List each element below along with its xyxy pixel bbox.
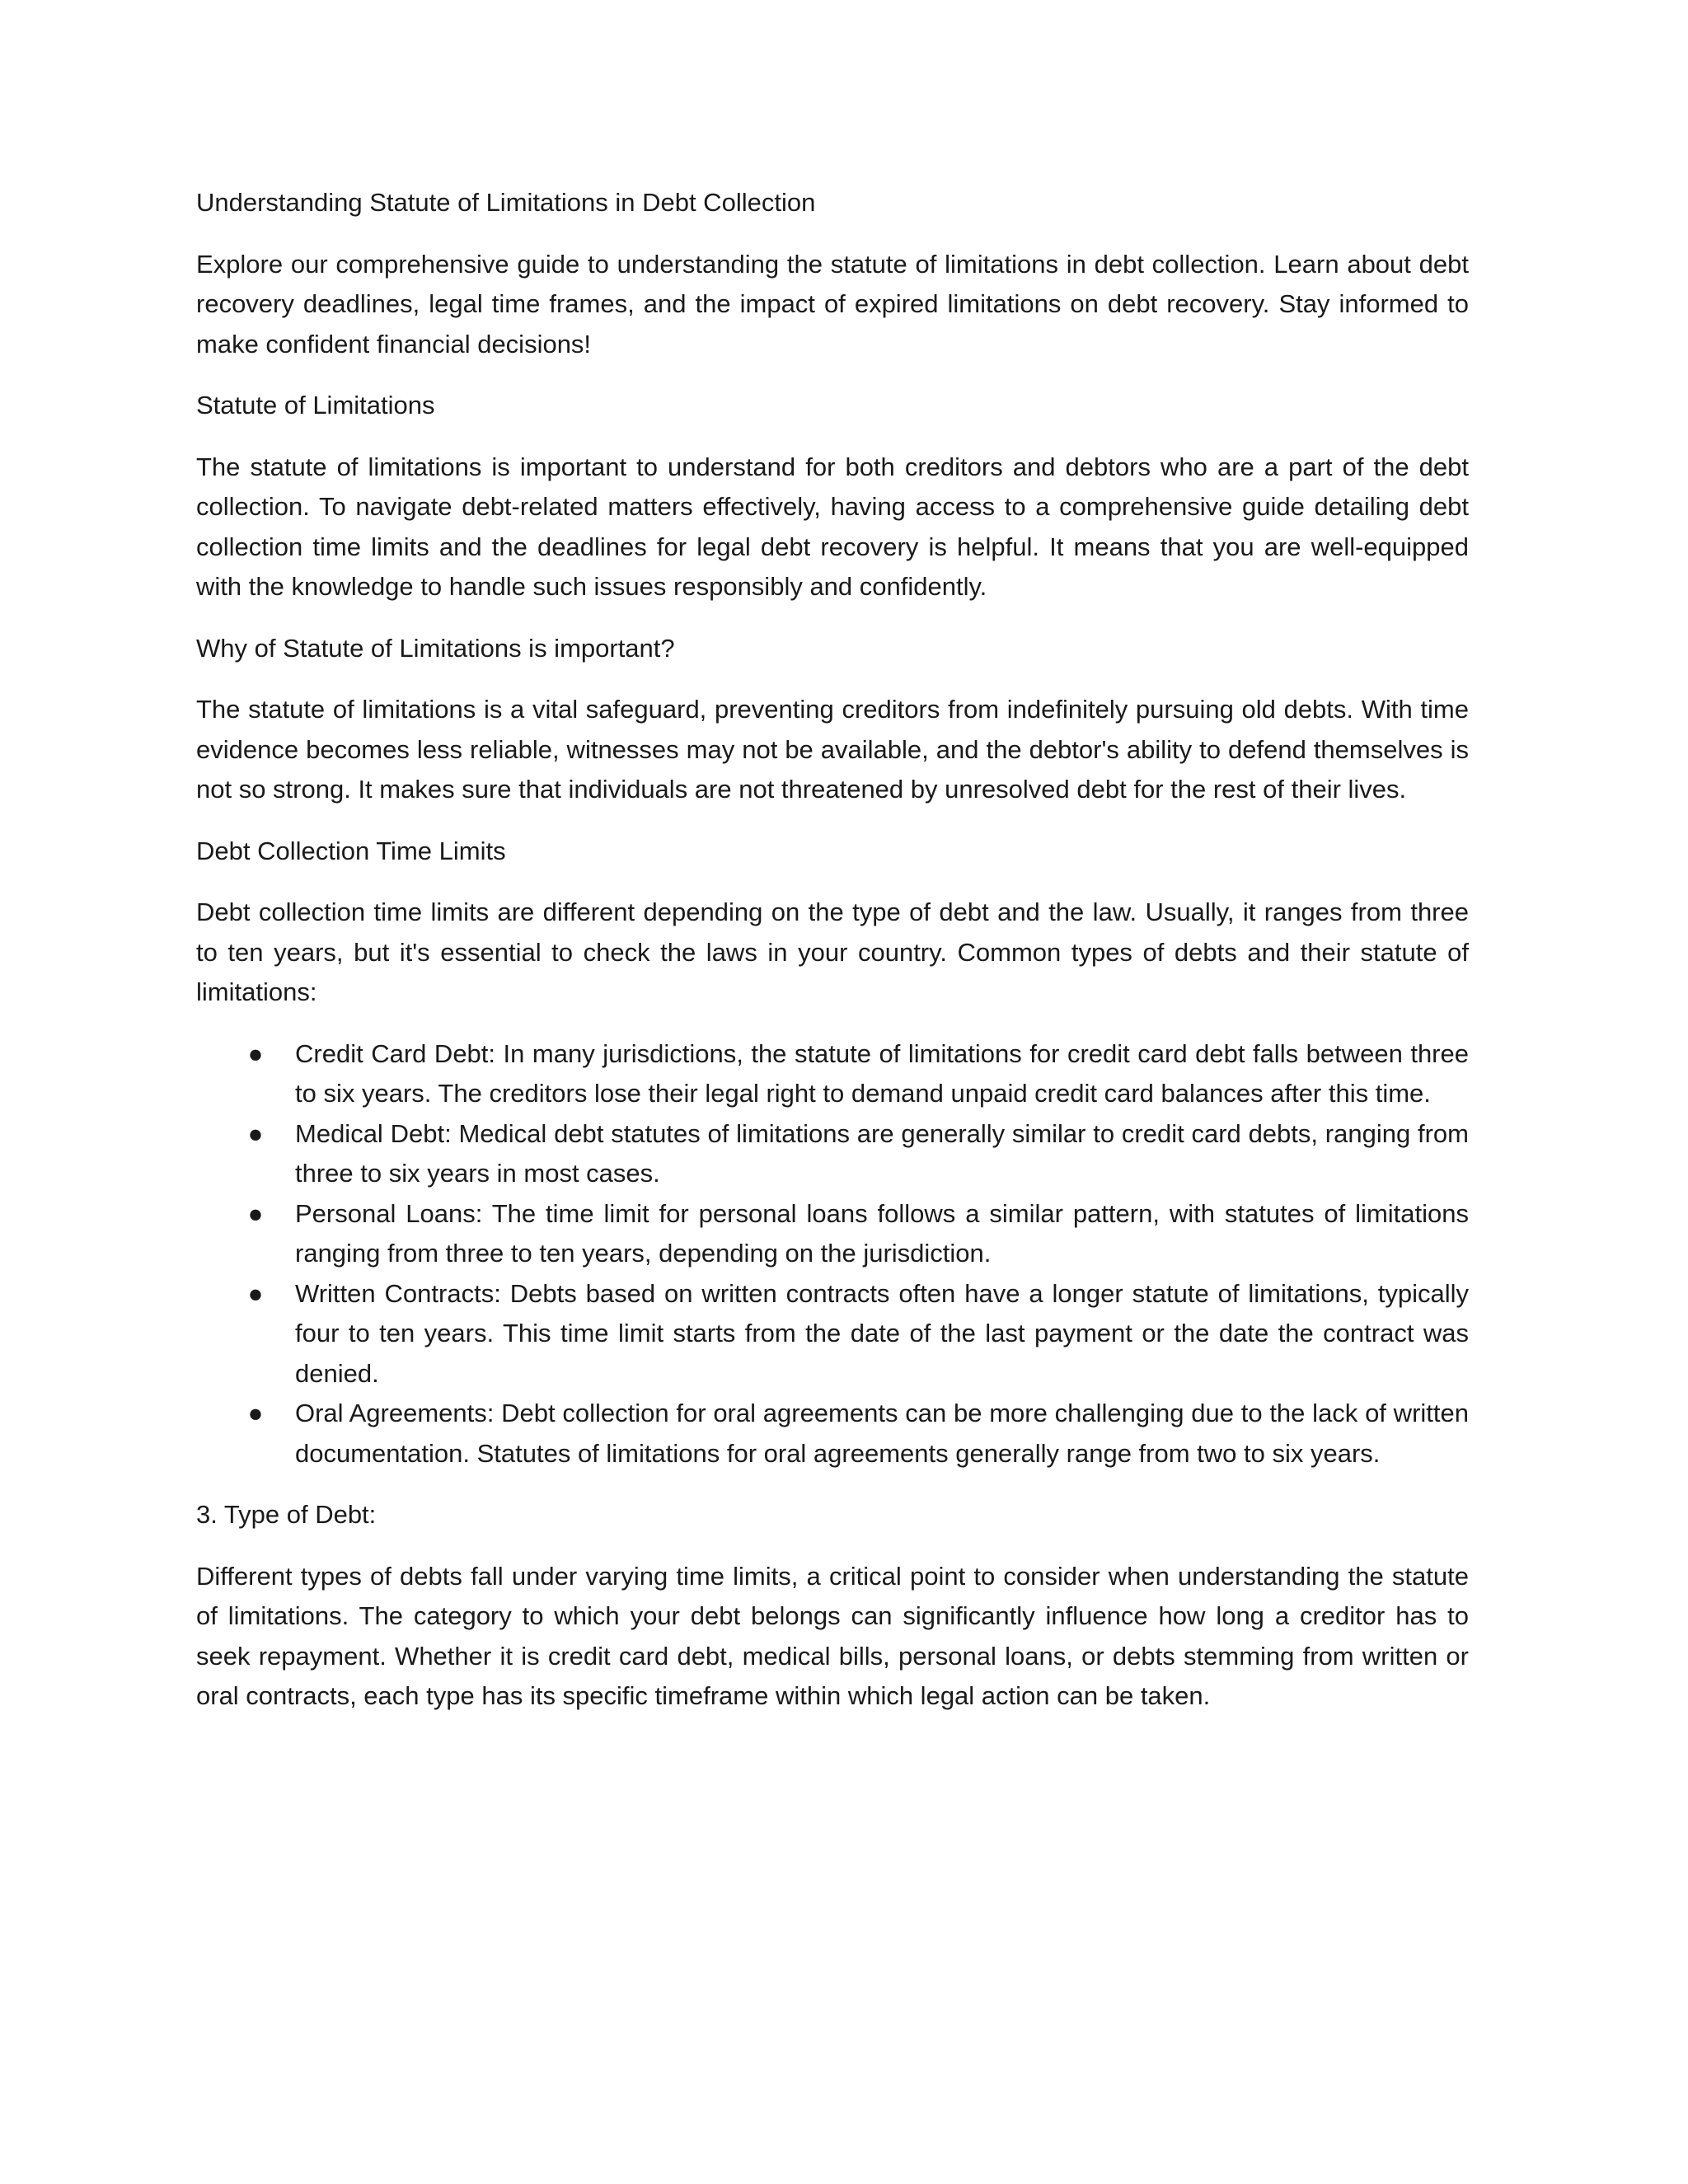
section-body-time-limits: Debt collection time limits are different depending on the type of debt and the law. Usually, it ranges from three to ten years, but it's essential to check the laws in your country. Common types of debts and their statute of limitations: bbox=[196, 898, 1469, 1006]
intro-paragraph: Explore our comprehensive guide to understanding the statute of limitations in debt collection. Learn about debt recovery deadlines, legal time frames, and the impact of expired limitations on debt recovery. Stay informed to make confident financial decisions! bbox=[196, 249, 1469, 359]
list-item-text: Credit Card Debt: In many jurisdictions, the statute of limitations for credit card debt falls between three to six years. The creditors lose their legal right to demand unpaid credit card balances after this time. bbox=[295, 1038, 1469, 1108]
document-page bbox=[196, 183, 1469, 1738]
bullet-icon: ● bbox=[247, 1198, 264, 1228]
section-heading-time-limits: Debt Collection Time Limits bbox=[196, 836, 506, 865]
list-item-text: Medical Debt: Medical debt statutes of limitations are generally similar to credit card debts, ranging from three to six years in most cases. bbox=[295, 1118, 1469, 1188]
list-item-text: Written Contracts: Debts based on written contracts often have a longer statute of limitations, typically four to ten years. This time limit starts from the date of the last payment or the date the contract was denied. bbox=[295, 1278, 1469, 1388]
section-heading-type-of-debt: 3. Type of Debt: bbox=[196, 1500, 377, 1529]
section-heading-statute: Statute of Limitations bbox=[196, 391, 435, 419]
section-body-importance: The statute of limitations is a vital safeguard, preventing creditors from indefinitely pursuing old debts. With time evidence becomes less reliable, witnesses may not be available, and the debtor's ability to defend themselves is not so strong. It makes sure that individuals are not threatened by unresolved debt for the rest of their lives. bbox=[196, 695, 1469, 804]
debt-types-list bbox=[196, 1034, 1469, 1474]
list-item bbox=[196, 1034, 1469, 1114]
section-body-statute: The statute of limitations is important to understand for both creditors and debtors who are a part of the debt collection. To navigate debt-related matters effectively, having access to a comprehensive guide detailing debt collection time limits and the deadlines for legal debt recovery is helpful. It means that you are well-equipped with the knowledge to handle such issues responsibly and confidently. bbox=[196, 452, 1469, 601]
bullet-icon: ● bbox=[247, 1278, 264, 1308]
list-item-text: Personal Loans: The time limit for personal loans follows a similar pattern, with statutes of limitations ranging from three to ten years, depending on the jurisdiction. bbox=[295, 1198, 1469, 1268]
bullet-icon: ● bbox=[247, 1038, 264, 1068]
list-item-text: Oral Agreements: Debt collection for oral agreements can be more challenging due to the lack of written documentation. Statutes of limitations for oral agreements generally range from two to six years. bbox=[295, 1399, 1469, 1468]
list-item bbox=[196, 1114, 1469, 1194]
list-item bbox=[196, 1394, 1469, 1474]
document-title: Understanding Statute of Limitations in Debt Collection bbox=[196, 188, 816, 217]
list-item bbox=[196, 1274, 1469, 1394]
list-item bbox=[196, 1194, 1469, 1274]
bullet-icon: ● bbox=[247, 1399, 264, 1427]
section-body-type-of-debt: Different types of debts fall under varying time limits, a critical point to consider when understanding the statute of limitations. The category to which your debt belongs can significantly influence how long a creditor has to seek repayment. Whether it is credit card debt, medical bills, personal loans, or debts stemming from written or oral contracts, each type has its specific timeframe within which legal action can be taken. bbox=[196, 1561, 1469, 1710]
bullet-icon: ● bbox=[247, 1118, 264, 1148]
section-heading-importance: Why of Statute of Limitations is important? bbox=[196, 633, 675, 663]
